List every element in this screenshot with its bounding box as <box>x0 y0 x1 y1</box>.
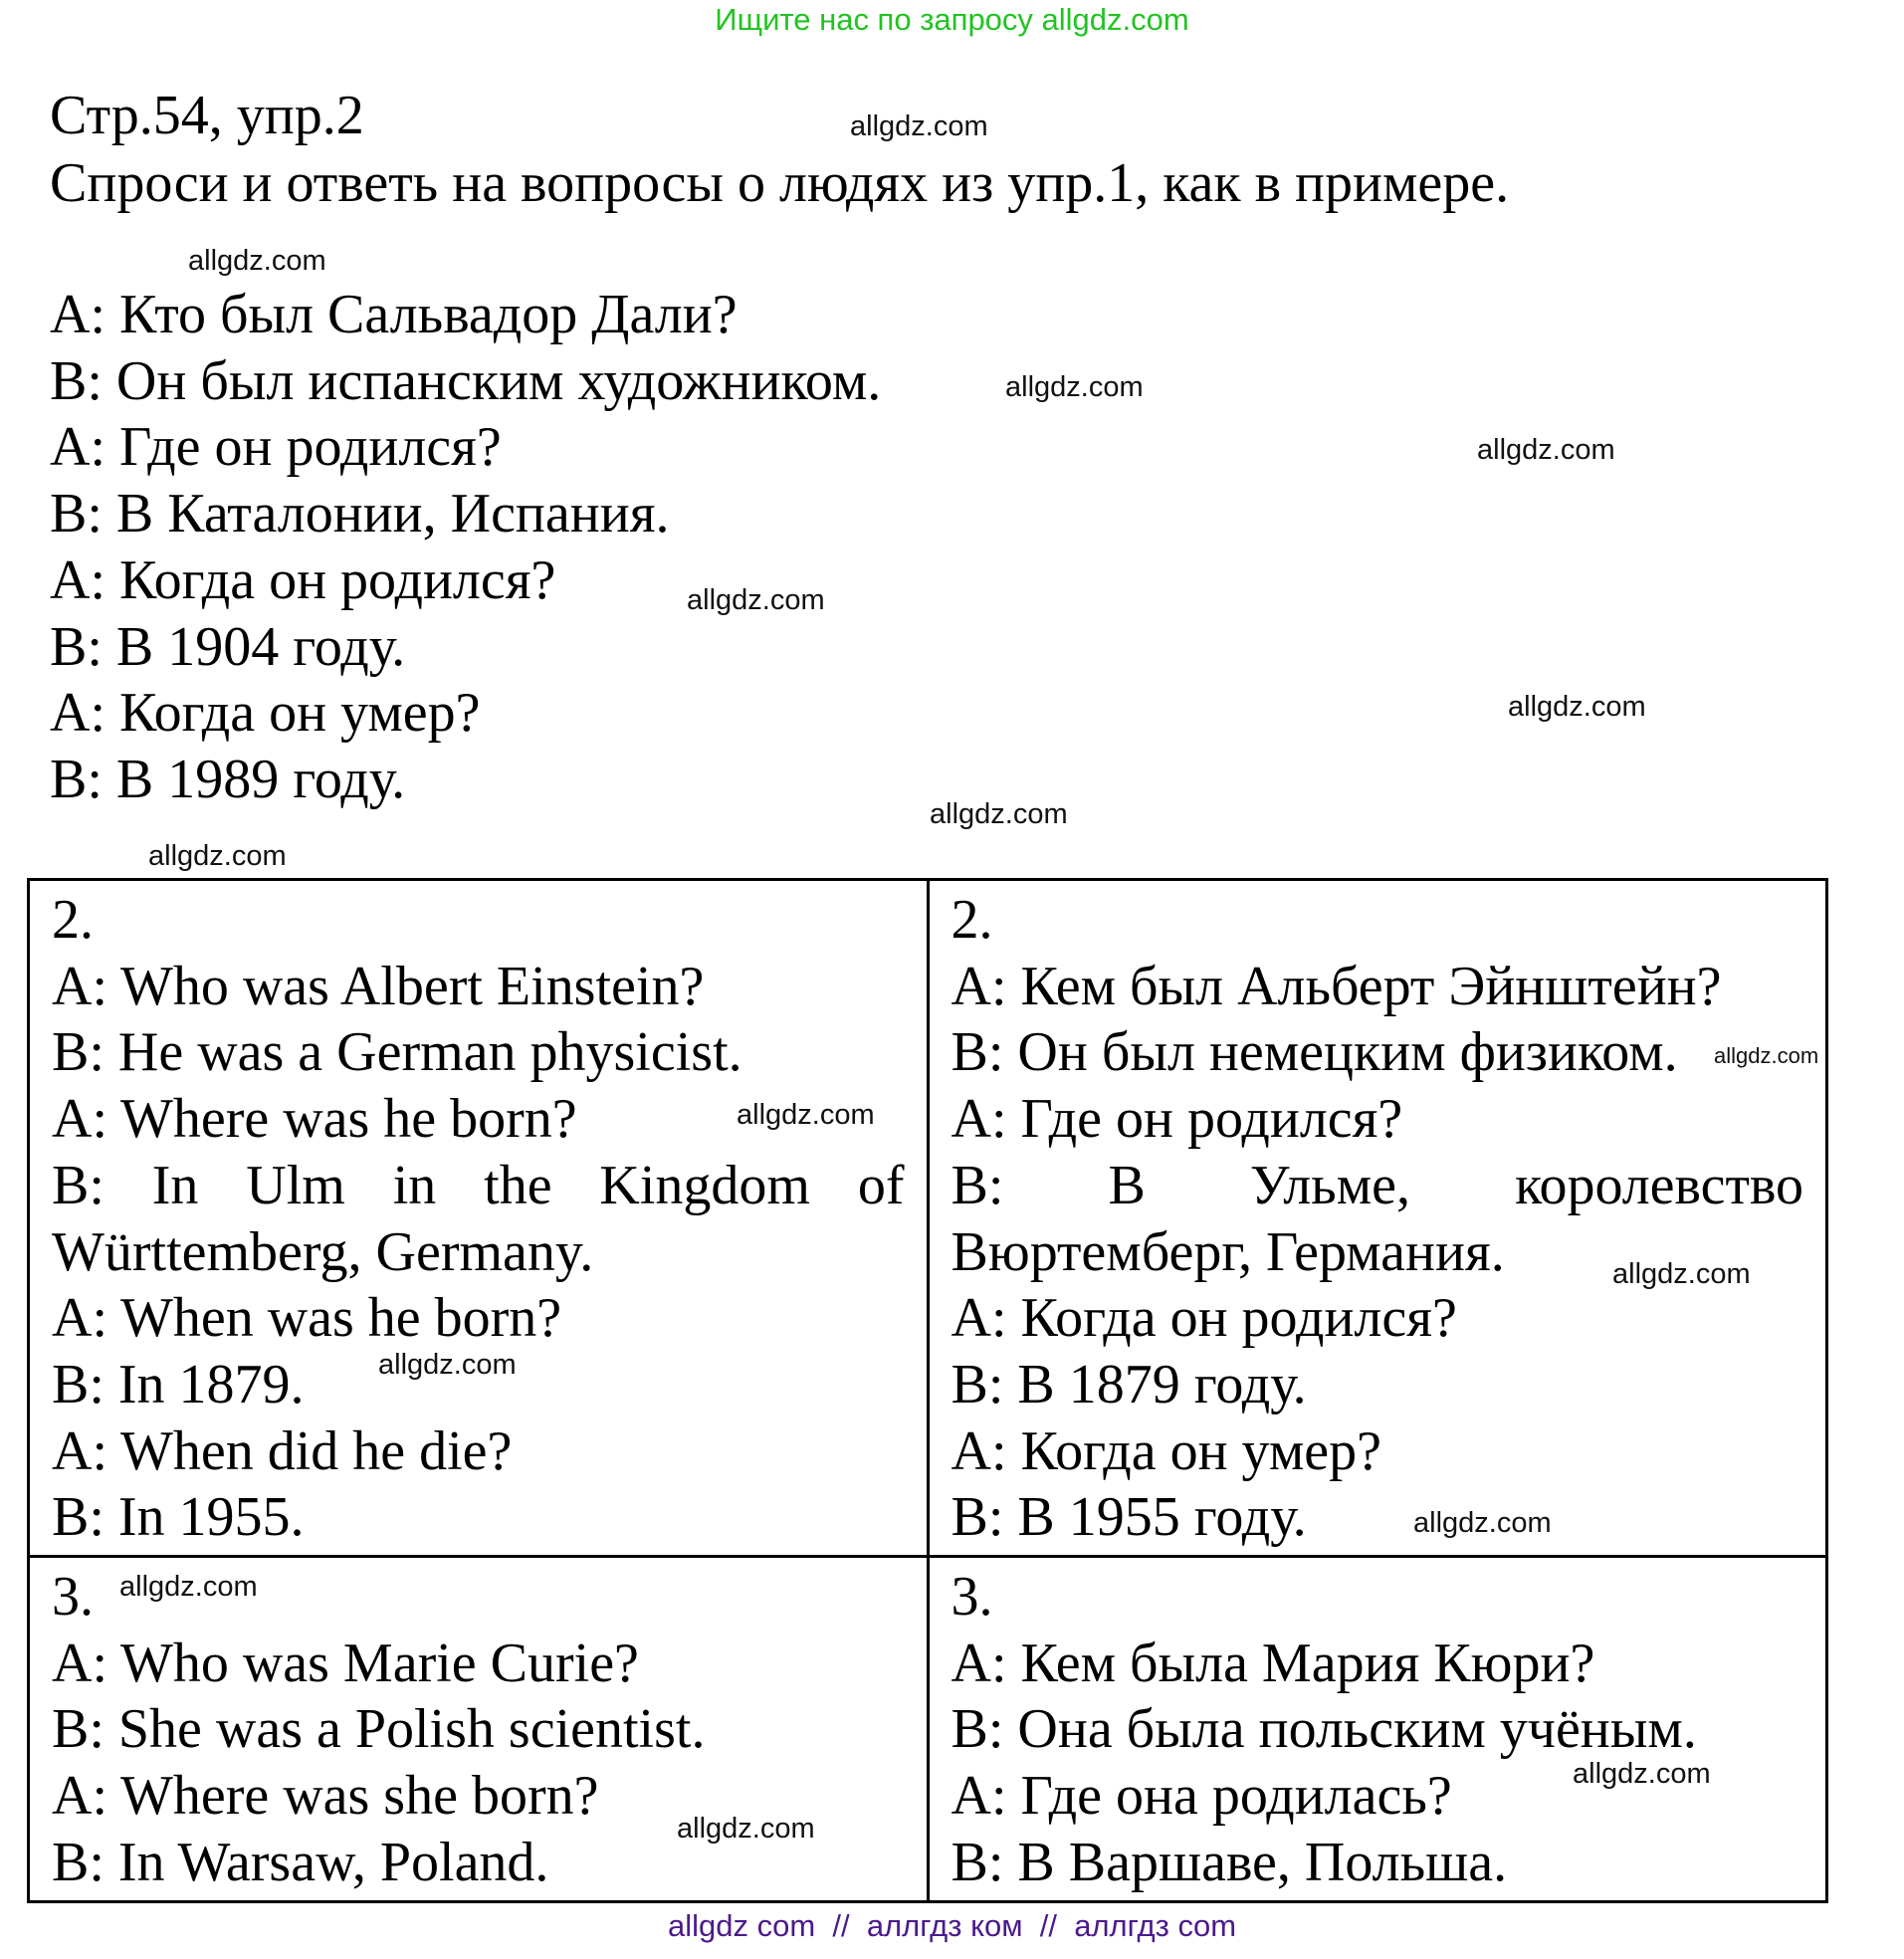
cell-line: A: Где он родился? <box>951 1088 1403 1151</box>
watermark: allgdz.com <box>677 1813 815 1845</box>
watermark: allgdz.com <box>1573 1758 1711 1790</box>
instruction: Спроси и ответь на вопросы о людях из упр.1, как в примере. <box>50 152 1510 214</box>
watermark: allgdz.com <box>378 1349 517 1381</box>
cell-line: 3. <box>52 1566 94 1629</box>
cell-line: A: Где она родилась? <box>951 1765 1452 1828</box>
cell-line: B: В 1879 году. <box>951 1353 1307 1415</box>
watermark: allgdz.com <box>930 798 1068 830</box>
dialog-line: A: Где он родился? <box>50 416 502 479</box>
example-dialog <box>50 282 881 813</box>
table-row <box>29 1557 1827 1902</box>
cell-line: 2. <box>951 889 993 951</box>
cell-line: B: В 1955 году. <box>951 1486 1307 1549</box>
watermark: allgdz.com <box>119 1571 258 1603</box>
page-title: Стр.54, упр.2 <box>50 85 364 146</box>
cell-line: B: In Ulm in the Kingdom of <box>52 1154 905 1216</box>
cell-line: Вюртемберг, Германия. <box>951 1220 1505 1283</box>
table-row <box>29 880 1827 1557</box>
watermark: allgdz.com <box>1413 1507 1552 1539</box>
dialog-line: A: Кто был Сальвадор Дали? <box>50 284 738 345</box>
cell-line: A: Когда он родился? <box>951 1287 1457 1350</box>
cell-line: A: When did he die? <box>52 1419 513 1482</box>
watermark: allgdz.com <box>1005 371 1144 403</box>
header-banner: Ищите нас по запросу allgdz.com <box>715 2 1189 37</box>
dialog-line: B: В Каталонии, Испания. <box>50 483 670 545</box>
watermark: allgdz.com <box>1477 434 1615 466</box>
cell-line: A: Where was he born? <box>52 1088 577 1151</box>
cell-english-einstein <box>29 880 929 1557</box>
dialog-line: A: Когда он родился? <box>50 548 556 611</box>
watermark: allgdz.com <box>148 840 287 872</box>
dialog-line: B: В 1989 году. <box>50 748 406 810</box>
cell-line: B: She was a Polish scientist. <box>52 1698 706 1761</box>
cell-line: A: Where was she born? <box>52 1765 599 1828</box>
cell-line: A: When was he born? <box>52 1287 562 1350</box>
intro <box>50 82 1509 217</box>
dialog-line: B: Он был испанским художником. <box>50 349 882 412</box>
watermark: allgdz.com <box>687 584 825 616</box>
watermark: allgdz.com <box>850 110 988 142</box>
cell-russian-einstein <box>928 880 1827 1557</box>
watermark: allgdz.com <box>1508 691 1646 723</box>
cell-line: B: В Ульме, королевство <box>951 1154 1803 1216</box>
cell-line: B: In Warsaw, Poland. <box>52 1831 549 1893</box>
cell-line: A: Кем была Мария Кюри? <box>951 1632 1595 1694</box>
cell-line: 2. <box>52 889 94 951</box>
cell-line: B: He was a German physicist. <box>52 1021 742 1084</box>
cell-line: B: In 1879. <box>52 1353 305 1415</box>
cell-line: Württemberg, Germany. <box>52 1220 594 1283</box>
cell-english-curie <box>29 1557 929 1902</box>
cell-line: A: Who was Marie Curie? <box>52 1632 639 1694</box>
dialog-line: B: В 1904 году. <box>50 615 406 678</box>
cell-line: B: Она была польским учёным. <box>951 1698 1697 1761</box>
cell-line: B: В Варшаве, Польша. <box>951 1831 1508 1893</box>
cell-line: A: Who was Albert Einstein? <box>52 955 705 1017</box>
watermark: allgdz.com <box>1612 1258 1751 1290</box>
answers-table <box>27 878 1828 1903</box>
cell-line: 3. <box>951 1566 993 1629</box>
cell-russian-curie <box>928 1557 1827 1902</box>
cell-line: B: Он был немецким физиком. <box>951 1021 1678 1084</box>
watermark: allgdz.com <box>188 245 326 277</box>
dialog-line: A: Когда он умер? <box>50 682 481 745</box>
footer-banner: allgdz com // аллгдз ком // аллгдз com <box>667 1908 1237 1943</box>
cell-line: A: Кем был Альберт Эйнштейн? <box>951 955 1722 1017</box>
watermark: allgdz.com <box>737 1099 875 1131</box>
cell-line: A: Когда он умер? <box>951 1419 1381 1482</box>
cell-line: B: In 1955. <box>52 1486 305 1549</box>
watermark: allgdz.com <box>1714 1043 1819 1068</box>
